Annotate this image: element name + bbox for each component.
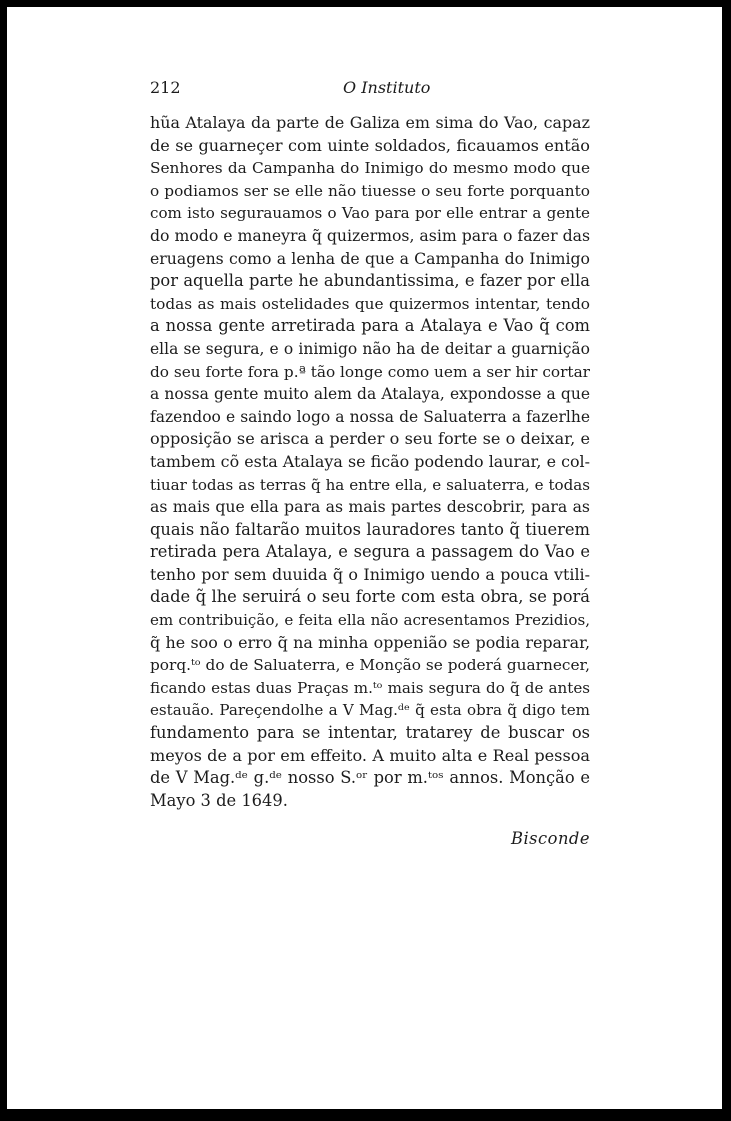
journal-title: O Instituto [343,78,431,97]
text-line: por aquella parte he abundantissima, e fazer por ella [150,271,590,291]
text-line: de se guarneçer com uinte soldados, ficauamos então [150,135,590,155]
text-line: q̃ he soo o erro q̃ na minha oppenião se podia reparar, [150,632,590,652]
text-line: ella se segura, e o inimigo não ha de deitar a guarnição [150,339,590,358]
text-line: de V Mag.ᵈᵉ g.ᵈᵉ nosso S.ᵒʳ por m.ᵗᵒˢ annos. Monção e [150,768,590,788]
text-line-last: Mayo 3 de 1649. [150,790,288,810]
text-line: do modo e maneyra q̃ quizermos, asim para o fazer das [150,225,591,245]
text-line: opposição se arisca a perder o seu forte se o deixar, e [150,429,590,449]
text-line: meyos de a por em effeito. A muito alta e Real pessoa [150,745,590,765]
letter-body [150,112,590,812]
text-line: com isto segurauamos o Vao para por elle entrar a gente [150,204,590,223]
text-line: eruagens como a lenha de que a Campanha do Inimigo [150,248,590,268]
text-line: estauão. Pareçendolhe a V Mag.ᵈᵉ q̃ esta obra q̃ digo tem [150,701,590,720]
text-line: tenho por sem duuida q̃ o Inimigo uendo a pouca vtili- [150,564,590,584]
text-line: do seu forte fora p.ª tão longe como uem a ser hir cortar [150,362,590,381]
text-line: ficando estas duas Praças m.ᵗᵒ mais segura do q̃ de antes [150,678,590,697]
text-line: tiuar todas as terras q̃ ha entre ella, e saluaterra, e todas [150,475,590,494]
text-line: fazendoo e saindo logo a nossa de Saluaterra a fazerlhe [150,407,590,426]
text-line: hũa Atalaya da parte de Galiza em sima do Vao, capaz [150,113,590,132]
text-line: quais não faltarão muitos lauradores tanto q̃ tiuerem [150,519,590,539]
text-line: Senhores da Campanha do Inimigo do mesmo modo que [150,159,590,178]
text-line: fundamento para se intentar, tratarey de buscar os [150,723,590,743]
running-header [150,78,590,100]
text-line: em contribuição, e feita ella não acresentamos Prezidios, [150,611,590,630]
text-line: retirada pera Atalaya, e segura a passagem do Vao e [150,542,590,562]
text-line: a nossa gente arretirada para a Atalaya e Vao q̃ com [150,316,590,336]
text-line: porq.ᵗᵒ do de Saluaterra, e Monção se poderá guarnecer, [150,656,590,675]
page-number: 212 [150,78,181,97]
text-line: todas as mais ostelidades que quizermos intentar, tendo [150,294,590,313]
text-line: a nossa gente muito alem da Atalaya, expondosse a que [150,385,590,404]
text-line: as mais que ella para as mais partes descobrir, para as [150,497,590,517]
text-line: tambem cõ esta Atalaya se ficão podendo laurar, e col- [150,451,590,471]
text-line: o podiamos ser se elle não tiuesse o seu forte porquanto [150,181,590,200]
signature: Bisconde [511,829,590,848]
text-line: dade q̃ lhe seruirá o seu forte com esta obra, se porá [150,587,590,607]
